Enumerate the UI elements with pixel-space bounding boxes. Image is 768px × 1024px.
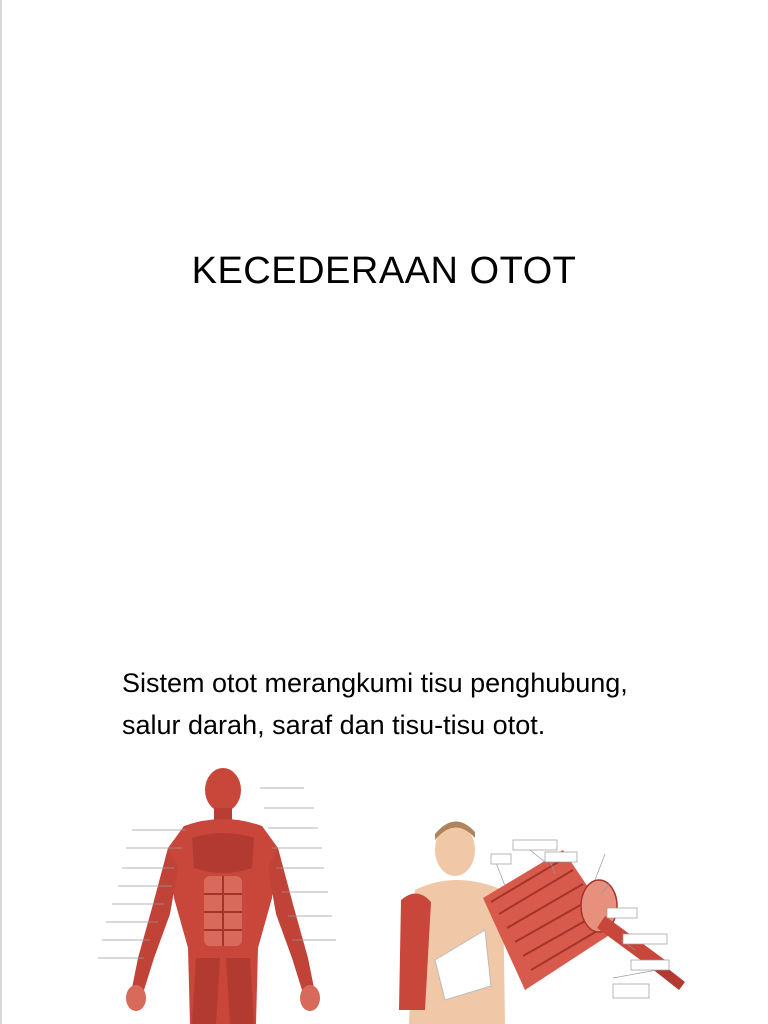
body-paragraph — [122, 662, 742, 746]
body-line: Sistem otot merangkumi tisu penghubung, — [122, 668, 628, 698]
torso-figure — [399, 821, 505, 1024]
anterior-muscular-system-illustration — [92, 768, 354, 1024]
muscle-figure — [126, 768, 320, 1024]
body-line: salur darah, saraf dan tisu-tisu otot. — [122, 710, 546, 740]
skeletal-muscle-structure-illustration — [395, 810, 695, 1024]
page-edge — [0, 0, 2, 1024]
slide-title: KECEDERAAN OTOT — [191, 250, 577, 292]
